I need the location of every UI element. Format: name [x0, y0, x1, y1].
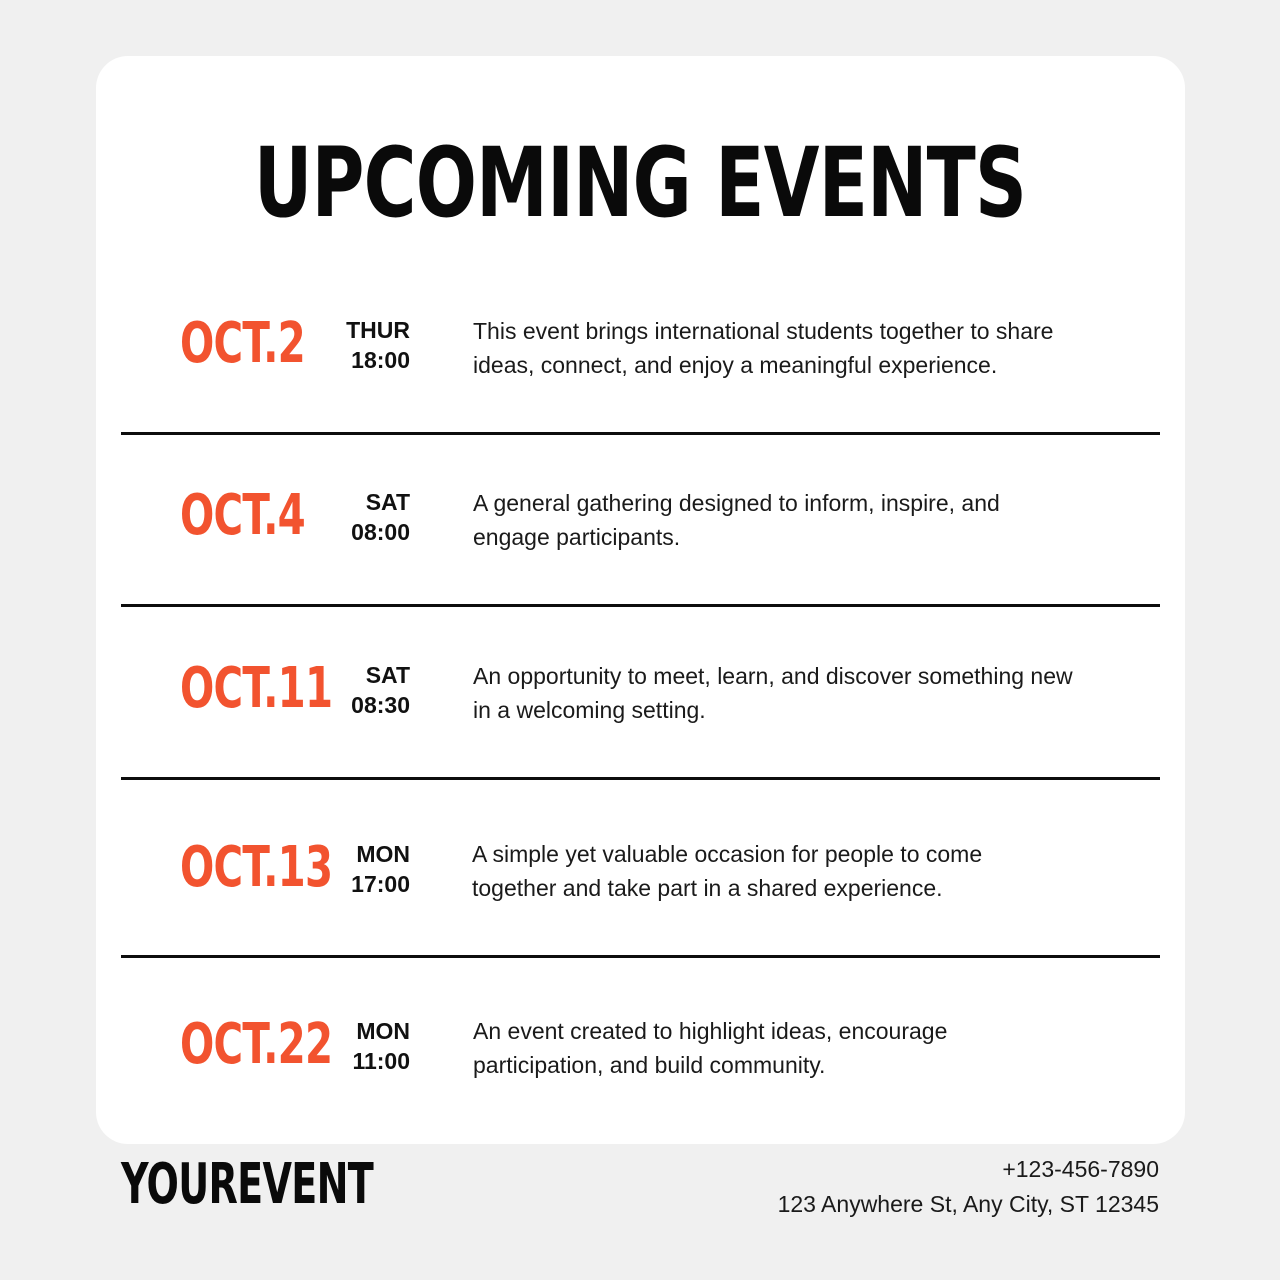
event-date: OCT.4: [180, 483, 306, 548]
brand-logo-text: YOUREVENT: [121, 1152, 374, 1217]
event-description: A simple yet valuable occasion for people to come together and take part in a shared experience.: [472, 841, 983, 901]
event-divider: [121, 432, 1160, 435]
event-time: 08:00: [351, 519, 410, 545]
event-day: SAT: [365, 489, 410, 515]
contact-info: [778, 1152, 1159, 1222]
event-time: 17:00: [351, 871, 410, 897]
event-date: OCT.11: [180, 656, 333, 721]
event-divider: [121, 604, 1160, 607]
event-day: MON: [356, 841, 410, 867]
event-daytime: [300, 315, 410, 375]
event-daytime: [300, 660, 410, 720]
event-time: 11:00: [352, 1048, 410, 1074]
phone-number: +123-456-7890: [1002, 1156, 1159, 1182]
event-day: SAT: [365, 662, 410, 688]
event-description: A general gathering designed to inform, inspire, and engage participants.: [473, 490, 1000, 550]
event-time: 08:30: [351, 692, 410, 718]
page-title: UPCOMING EVENTS: [253, 127, 1027, 239]
event-daytime: [300, 839, 410, 899]
event-daytime: [300, 487, 410, 547]
event-divider: [121, 777, 1160, 780]
address: 123 Anywhere St, Any City, ST 12345: [777, 1191, 1159, 1217]
event-day: MON: [356, 1018, 410, 1044]
event-date: OCT.2: [180, 311, 306, 376]
event-daytime: [300, 1016, 410, 1076]
event-time: 18:00: [351, 347, 410, 373]
event-date: OCT.22: [180, 1012, 333, 1077]
event-description: An event created to highlight ideas, encourage participation, and build community.: [473, 1018, 948, 1078]
event-divider: [121, 955, 1160, 958]
event-description: This event brings international students together to share ideas, connect, and enjoy a meaningful experience.: [473, 318, 1054, 378]
event-date: OCT.13: [180, 835, 333, 900]
event-day: THUR: [346, 317, 410, 343]
event-description: An opportunity to meet, learn, and discover something new in a welcoming setting.: [473, 663, 1073, 723]
